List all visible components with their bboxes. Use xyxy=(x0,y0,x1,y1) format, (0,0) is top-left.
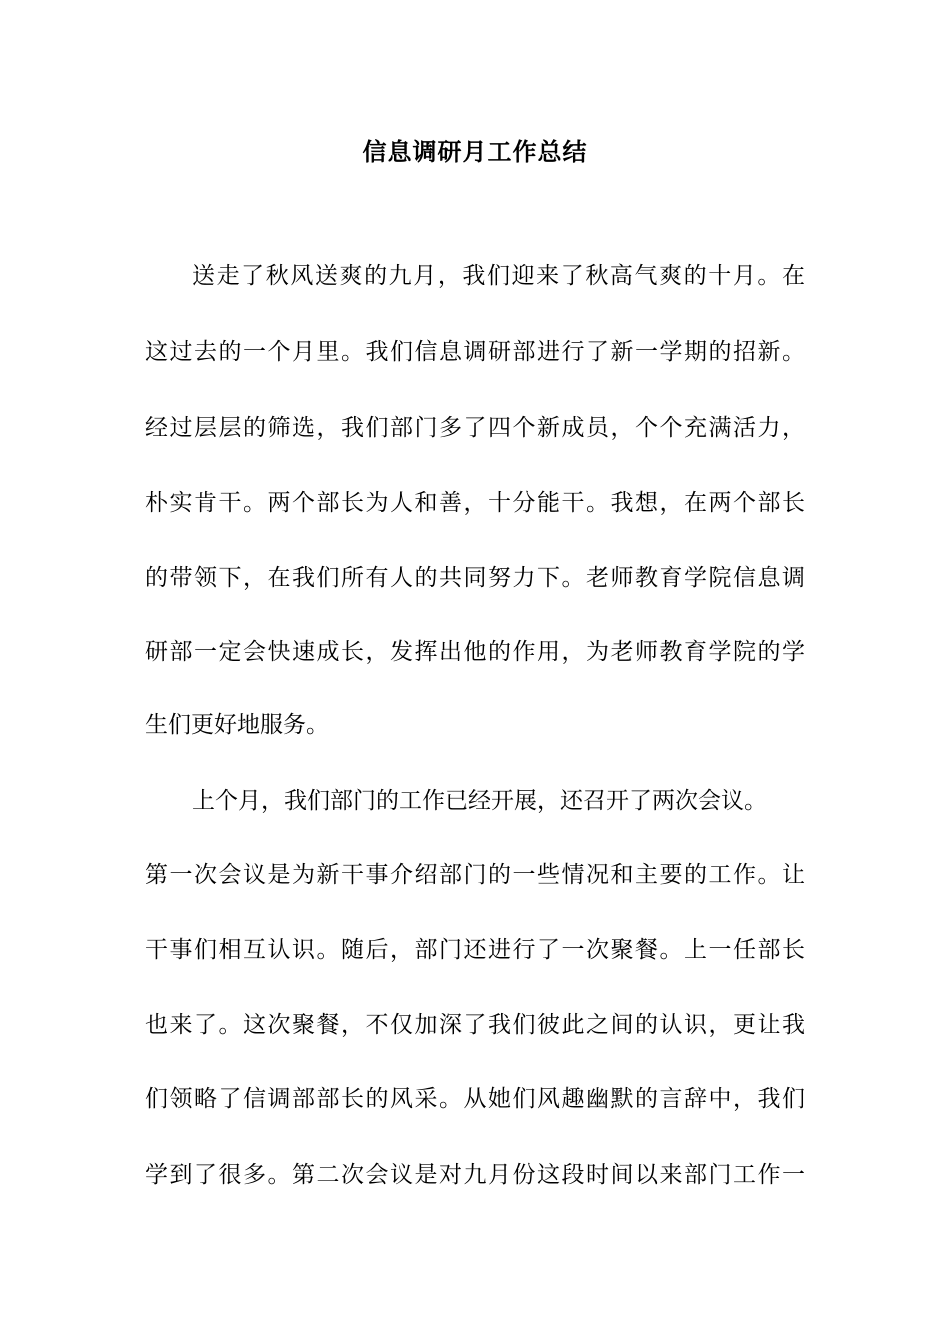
paragraph-line: 经过层层的筛选，我们部门多了四个新成员，个个充满活力， xyxy=(145,415,805,441)
paragraph-line: 上个月，我们部门的工作已经开展，还召开了两次会议。 xyxy=(192,788,767,814)
paragraph-line: 的带领下，在我们所有人的共同努力下。老师教育学院信息调 xyxy=(145,565,805,591)
document-title: 信息调研月工作总结 xyxy=(362,137,588,166)
paragraph-line: 第一次会议是为新干事介绍部门的一些情况和主要的工作。让 xyxy=(145,862,805,888)
paragraph-line: 这过去的一个月里。我们信息调研部进行了新一学期的招新。 xyxy=(145,339,805,365)
paragraph-line: 也来了。这次聚餐，不仅加深了我们彼此之间的认识，更让我 xyxy=(145,1012,805,1038)
paragraph-line: 朴实肯干。两个部长为人和善，十分能干。我想，在两个部长 xyxy=(145,490,805,516)
paragraph-line: 研部一定会快速成长，发挥出他的作用，为老师教育学院的学 xyxy=(145,639,805,665)
paragraph-line: 生们更好地服务。 xyxy=(145,712,329,738)
paragraph-line: 学到了很多。第二次会议是对九月份这段时间以来部门工作一 xyxy=(145,1162,805,1188)
paragraph-line: 送走了秋风送爽的九月，我们迎来了秋高气爽的十月。在 xyxy=(192,263,805,289)
paragraph-line: 干事们相互认识。随后，部门还进行了一次聚餐。上一任部长 xyxy=(145,937,805,963)
paragraph-line: 们领略了信调部部长的风采。从她们风趣幽默的言辞中，我们 xyxy=(145,1086,805,1112)
